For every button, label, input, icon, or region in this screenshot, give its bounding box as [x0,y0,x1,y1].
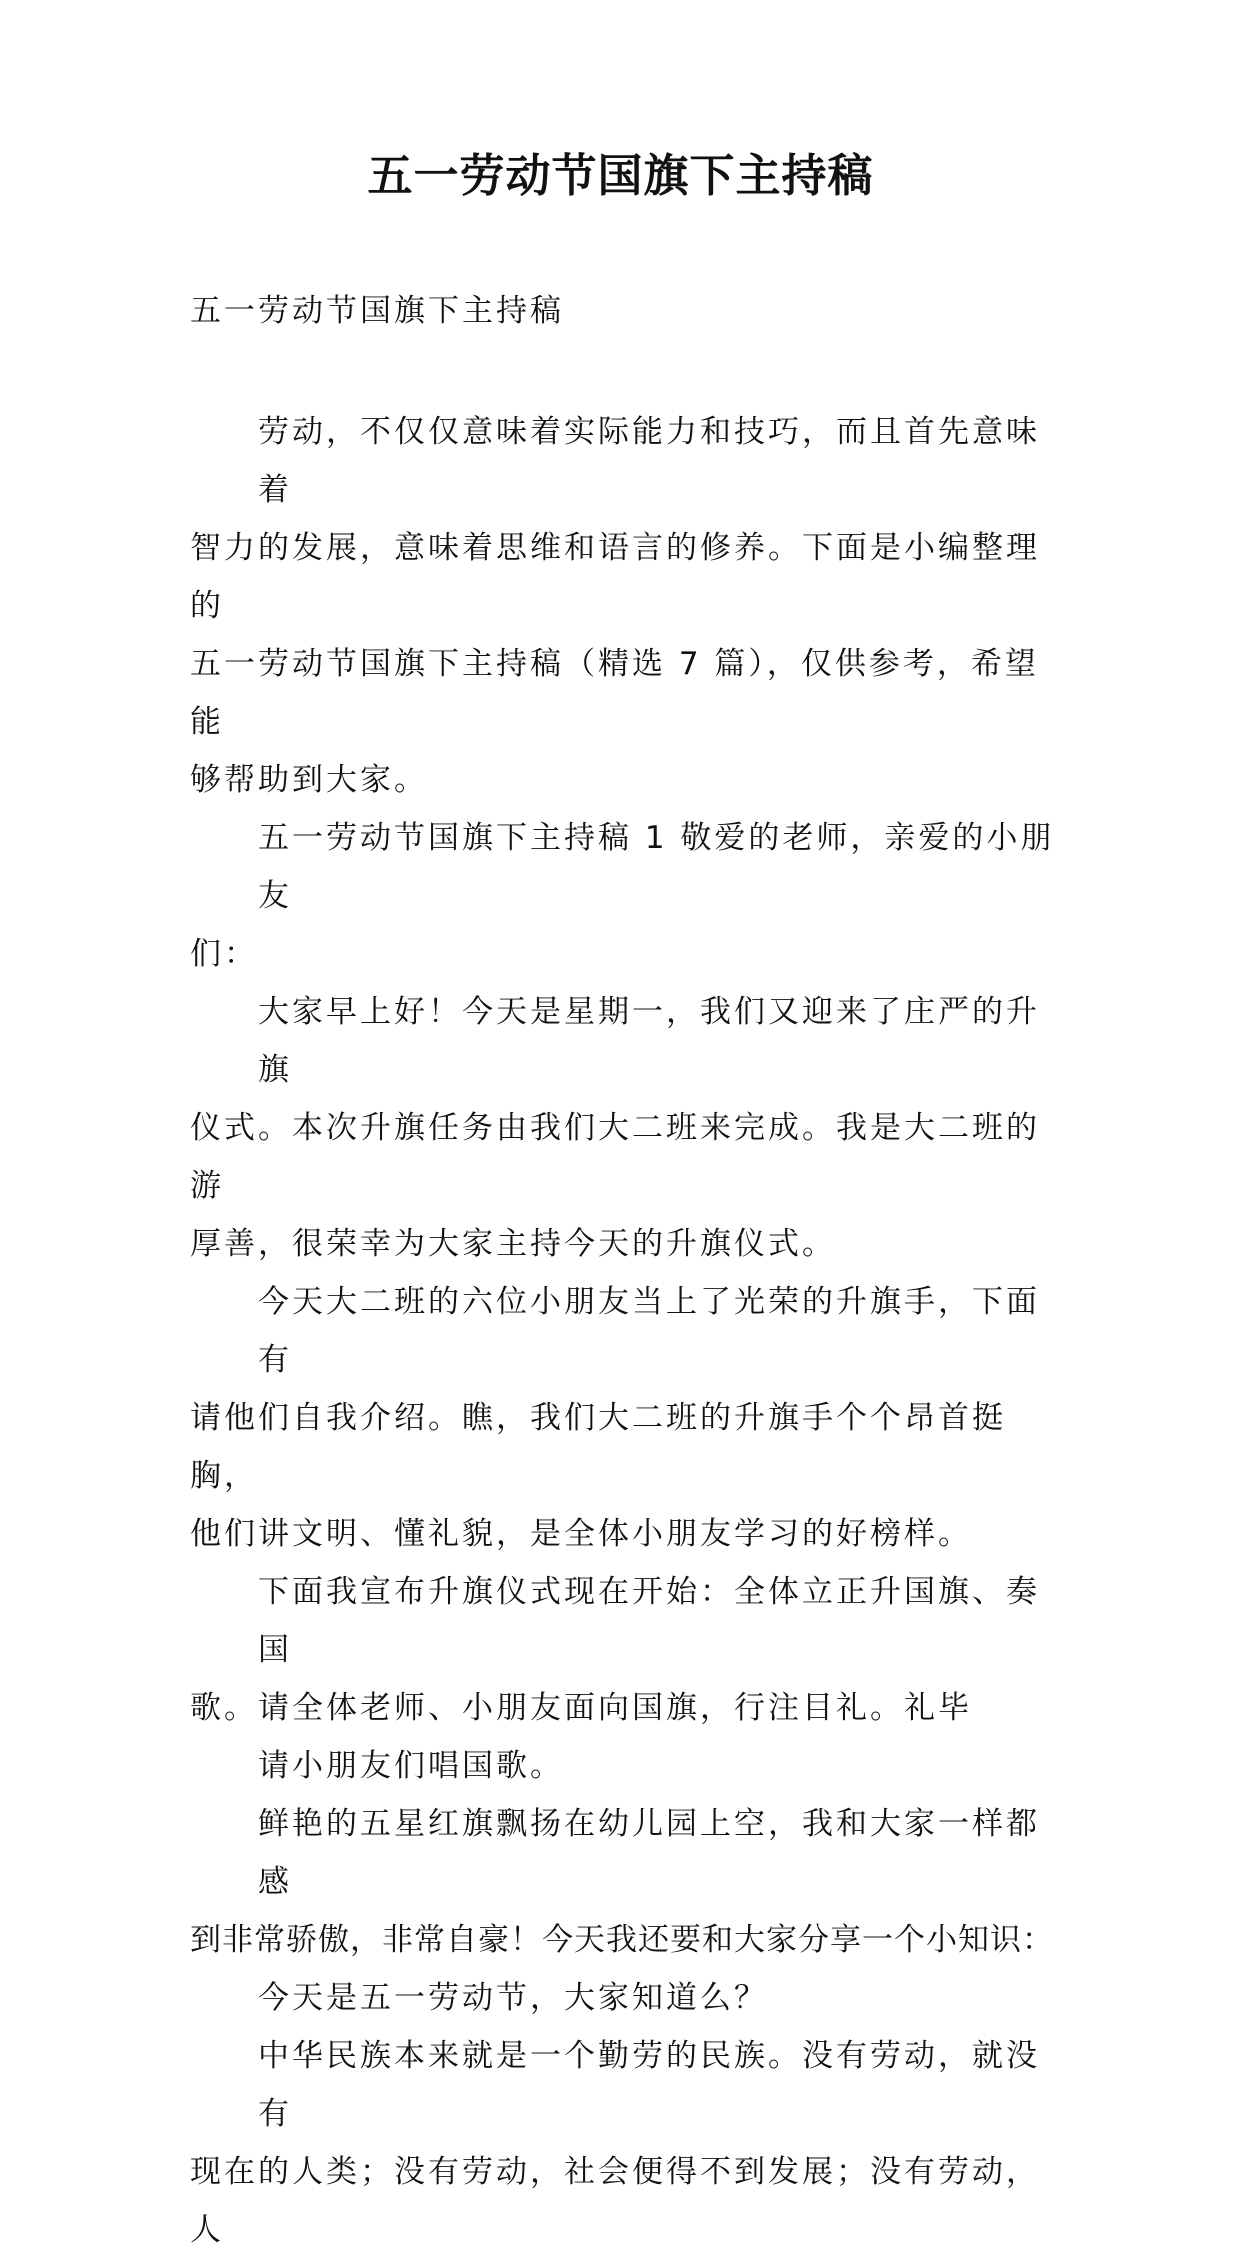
paragraph [190,1737,1070,1795]
text-line: 现在的人类；没有劳动，社会便得不到发展；没有劳动，人 [190,2154,1040,2248]
text-line: 鲜艳的五星红旗飘扬在幼儿园上空，我和大家一样都感 [258,1806,1040,1900]
paragraph [190,403,1070,809]
paragraph [190,809,1070,983]
text-line: 智力的发展，意味着思维和语言的修养。下面是小编整理的 [190,530,1040,624]
text-line: 大家早上好！今天是星期一，我们又迎来了庄严的升旗 [258,994,1040,1088]
text-line: 今天是五一劳动节，大家知道么？ [258,1980,768,2016]
text-line: 请他们自我介绍。瞧，我们大二班的升旗手个个昂首挺胸， [190,1400,1006,1494]
text-line: 五一劳动节国旗下主持稿 1 敬爱的老师，亲爱的小朋友 [258,820,1055,914]
text-line: 到非常骄傲，非常自豪！今天我还要和大家分享一个小知识： [190,1922,1054,1958]
text-line: 们： [190,936,258,972]
text-line: 中华民族本来就是一个勤劳的民族。没有劳动，就没有 [258,2038,1040,2132]
paragraph [190,1273,1070,1563]
text-line: 下面我宣布升旗仪式现在开始：全体立正升国旗、奏国 [258,1574,1040,1668]
text-line: 今天大二班的六位小朋友当上了光荣的升旗手，下面有 [258,1284,1040,1378]
document-title: 五一劳动节国旗下主持稿 [367,149,874,202]
document-body [190,403,1070,2259]
document-subtitle: 五一劳动节国旗下主持稿 [190,293,564,329]
text-line: 五一劳动节国旗下主持稿（精选 7 篇），仅供参考，希望能 [190,646,1039,740]
text-line: 厚善，很荣幸为大家主持今天的升旗仪式。 [190,1226,836,1262]
text-line: 歌。请全体老师、小朋友面向国旗，行注目礼。礼毕 [190,1690,972,1726]
paragraph [190,1563,1070,1737]
text-line: 够帮助到大家。 [190,762,428,798]
text-line: 请小朋友们唱国歌。 [258,1748,564,1784]
paragraph [190,1795,1070,1969]
paragraph [190,983,1070,1273]
text-line: 他们讲文明、懂礼貌，是全体小朋友学习的好榜样。 [190,1516,972,1552]
paragraph [190,2027,1070,2259]
text-line: 劳动，不仅仅意味着实际能力和技巧，而且首先意味着 [258,414,1040,508]
paragraph [190,1969,1070,2027]
text-line: 仪式。本次升旗任务由我们大二班来完成。我是大二班的游 [190,1110,1040,1204]
